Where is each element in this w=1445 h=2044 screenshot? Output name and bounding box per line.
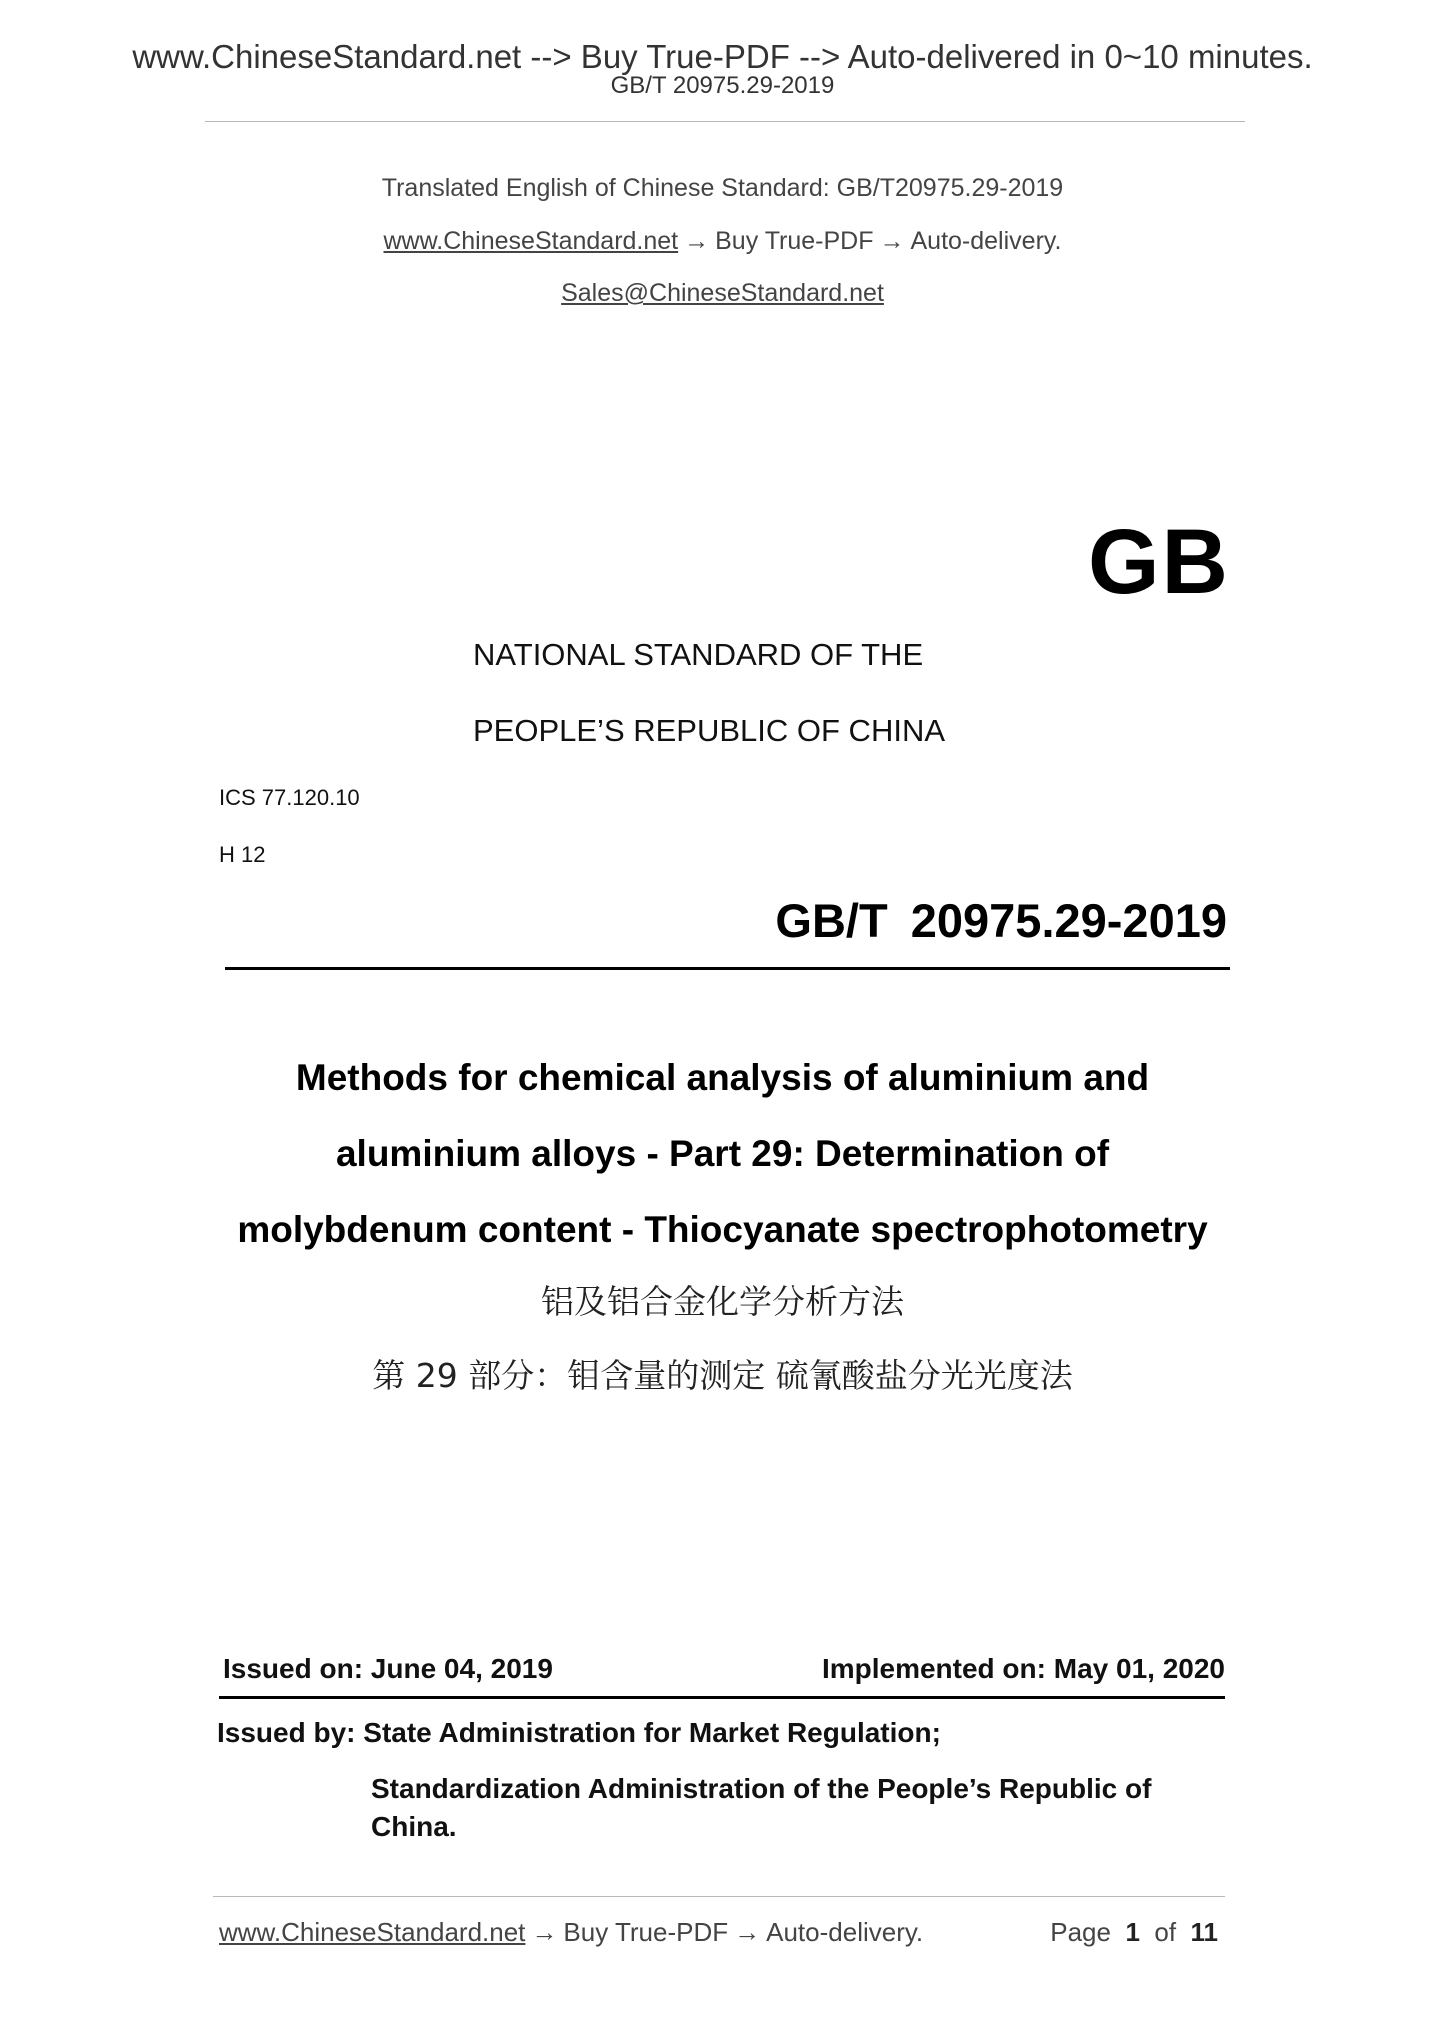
sales-email-link[interactable]: Sales@ChineseStandard.net: [561, 279, 884, 307]
buy-text: Buy True-PDF: [715, 227, 874, 255]
implemented-on-date: Implemented on: May 01, 2020: [821, 1653, 1225, 1684]
footer-buy-text: Buy True-PDF: [563, 1917, 729, 1947]
top-banner: www.ChineseStandard.net --> Buy True-PDF --> Auto-delivered in 0~10 minutes.: [132, 38, 1313, 75]
h-code: H 12: [219, 842, 266, 867]
site-link[interactable]: www.ChineseStandard.net: [383, 227, 679, 255]
page-indicator: [1050, 1917, 1218, 1948]
issued-by-line-2: Standardization Administration of the People’s Republic of China.: [371, 1773, 1152, 1842]
gb-logo: GB: [1088, 511, 1230, 613]
issued-on-date: Issued on: June 04, 2019: [223, 1653, 553, 1684]
footer-divider: [213, 1896, 1225, 1897]
chinese-title-line-1: 铝及铝合金化学分析方法: [541, 1282, 904, 1321]
arrow-icon: →: [684, 227, 710, 255]
national-standard-line-2: PEOPLE’S REPUBLIC OF CHINA: [473, 713, 946, 748]
footer-auto-text: Auto-delivery.: [766, 1917, 924, 1947]
arrow-icon: →: [734, 1917, 761, 1947]
standard-number: GB/T 20975.29-2019: [775, 894, 1227, 947]
dates-divider: [219, 1696, 1225, 1699]
english-title-line-2: aluminium alloys - Part 29: Determination of: [335, 1133, 1110, 1174]
chinese-title-line-2: 第 29 部分：钼含量的测定 硫氰酸盐分光光度法: [372, 1356, 1073, 1395]
header-divider: [205, 121, 1245, 122]
arrow-icon: →: [879, 227, 905, 255]
ics-code: ICS 77.120.10: [219, 785, 360, 810]
page-total: 11: [1190, 1917, 1218, 1947]
site-line: [0, 227, 1445, 256]
english-title-line-3: molybdenum content - Thiocyanate spectrophotometry: [237, 1209, 1208, 1250]
issued-by-line-1: Issued by: State Administration for Market Regulation;: [217, 1717, 941, 1748]
standard-number-divider: [225, 967, 1230, 970]
page-current: 1: [1125, 1917, 1140, 1947]
page-of: of: [1154, 1917, 1177, 1947]
arrow-icon: →: [531, 1917, 558, 1947]
national-standard-line-1: NATIONAL STANDARD OF THE: [473, 637, 924, 672]
email-line: [0, 279, 1445, 308]
footer-links: [219, 1917, 923, 1948]
english-title: [0, 1040, 1445, 1268]
english-title-line-1: Methods for chemical analysis of aluminium and: [295, 1057, 1150, 1098]
translated-line: Translated English of Chinese Standard: GB/T20975.29-2019: [381, 174, 1064, 202]
page-label: Page: [1050, 1917, 1111, 1947]
header-doc-code: GB/T 20975.29-2019: [610, 72, 835, 99]
auto-delivery-text: Auto-delivery.: [910, 227, 1062, 255]
footer-site-link[interactable]: www.ChineseStandard.net: [219, 1917, 526, 1947]
